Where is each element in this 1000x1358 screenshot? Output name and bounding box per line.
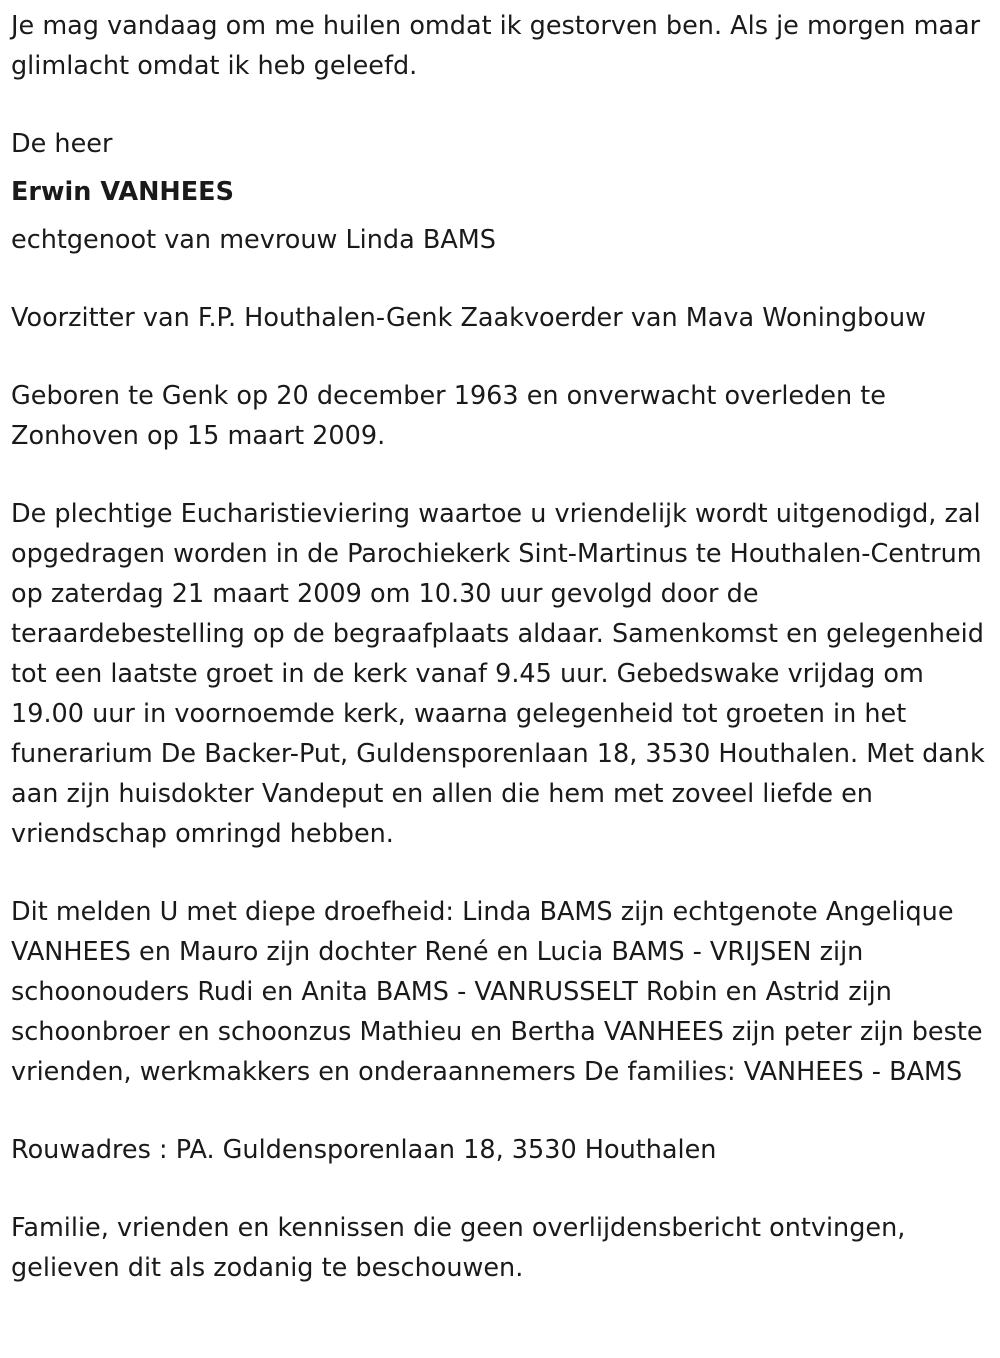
deceased-name: Erwin VANHEES [11,177,234,207]
birth-death-paragraph: Geboren te Genk op 20 december 1963 en onverwacht overleden te Zonhoven op 15 maart 2009. [11,381,886,451]
opening-quote: Je mag vandaag om me huilen omdat ik gestorven ben. Als je morgen maar glimlacht omdat ik heb geleefd. [11,11,981,81]
closing-paragraph: Familie, vrienden en kennissen die geen overlijdensbericht ontvingen, gelieven dit als zodanig te beschouwen. [11,1213,906,1283]
salutation: De heer [11,129,113,159]
spouse-line: echtgenoot van mevrouw Linda BAMS [11,225,496,255]
obituary-notice [11,6,989,1288]
family-paragraph: Dit melden U met diepe droefheid: Linda BAMS zijn echtgenote Angelique VANHEES en Mauro zijn dochter René en Lucia BAMS - VRIJSEN zijn schoonouders Rudi en Anita BAMS - VANRUSSELT Robin en Astrid zijn schoonbroer en schoonzus Mathieu en Bertha VANHEES zijn peter zijn beste vrienden, werkmakkers en onderaannemers De families: VANHEES - BAMS [11,897,983,1087]
mourning-address: Rouwadres : PA. Guldensporenlaan 18, 3530 Houthalen [11,1135,717,1165]
ceremony-paragraph: De plechtige Eucharistieviering waartoe u vriendelijk wordt uitgenodigd, zal opgedragen worden in de Parochiekerk Sint-Martinus te Houthalen-Centrum op zaterdag 21 maart 2009 om 10.30 uur gevolgd door de teraardebestelling op de begraafplaats aldaar. Samenkomst en gelegenheid tot een laatste groet in de kerk vanaf 9.45 uur. Gebedswake vrijdag om 19.00 uur in voornoemde kerk, waarna gelegenheid tot groeten in het funerarium De Backer-Put, Guldensporenlaan 18, 3530 Houthalen. Met dank aan zijn huisdokter Vandeput en allen die hem met zoveel liefde en vriendschap omringd hebben. [11,499,985,849]
titles-line: Voorzitter van F.P. Houthalen-Genk Zaakvoerder van Mava Woningbouw [11,303,926,333]
